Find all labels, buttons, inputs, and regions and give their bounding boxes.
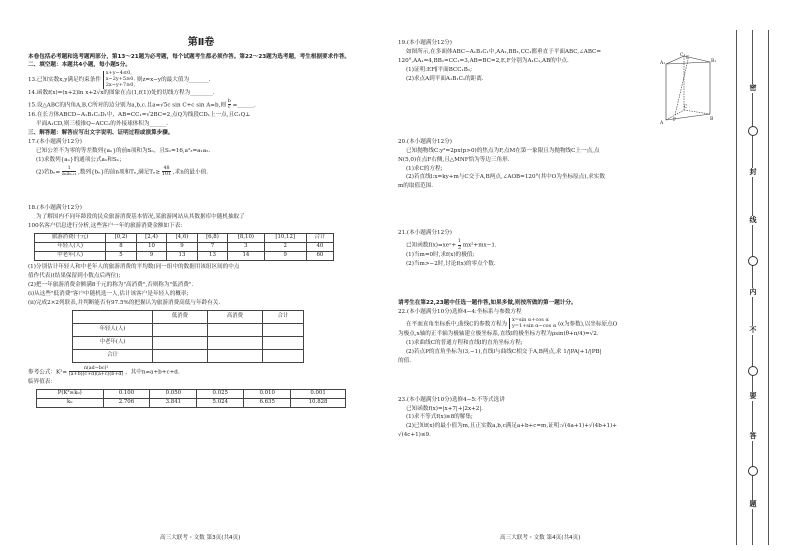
question-22-text2: 为极点,x轴的正半轴为极轴建立极坐标系,直线l的极坐标方程为ρsin(θ+π/4)=√2. <box>398 330 599 337</box>
table-cell: 年轻人(人) <box>73 324 153 337</box>
table-header-row <box>37 389 346 398</box>
table-header-cell: 0.050 <box>150 389 197 398</box>
question-19-text2: 120°,AA₁=4,BB₁=CC₁=3,AB=BC=2,E,F分别为A₁C₁,AB的中点. <box>398 57 569 64</box>
table-header-cell <box>73 311 153 324</box>
binding-circle <box>748 126 758 136</box>
table-header-cell: 0.025 <box>197 389 244 398</box>
section-intro: 本卷包括必考题和选考题两部分，第13～21题为必考题，每个试题考生都必须作答。第22～23题为选考题，考生根据要求作答。 <box>28 53 351 60</box>
table-row <box>73 324 304 337</box>
fraction: $\frac{\text{n(ad−bc)²}}{(a+b)(c+d)(a+c)(b+d)}$ <box>68 366 124 378</box>
question-20-text: 已知抛物线C:y²=2px(p>0)的焦点为F,点M在第一象限且为抛物线C上一点,点 <box>406 147 600 154</box>
table-cell <box>262 324 303 337</box>
question-23-part1: (1)求不等式f(x)≥8的解集; <box>406 414 473 421</box>
solve-heading: 三、解答题：解答应写出文字说明、证明过程或演算步骤。 <box>28 129 174 136</box>
question-17-text: 已知公差不为零的等差数列{aₙ}的前n项和为Sₙ，且S₁=16,a²₃=a₁a₅. <box>36 147 211 154</box>
binding-circle <box>748 366 758 376</box>
table-cell: 9 <box>167 242 197 251</box>
table-cell: 10.828 <box>291 398 346 407</box>
contingency-table <box>72 310 304 363</box>
figure-label: C <box>684 105 688 110</box>
figure-label: A₁ <box>660 61 666 66</box>
table-cell: 9 <box>264 251 306 260</box>
figure-label: C₁ <box>680 53 686 58</box>
question-19-head: 19.(本小题满分12分) <box>398 40 452 46</box>
question-19-part2: (2)求点A到平面A₁B₁C₁的距离. <box>406 75 484 82</box>
question-20-text2: N(5,0)在点F右侧,且△MNF恰为等边三角形. <box>398 156 510 163</box>
table-cell: 3 <box>228 242 264 251</box>
table-row <box>73 337 304 350</box>
fraction: $\frac{1}{2}$ <box>457 239 462 251</box>
table-cell: 10 <box>136 242 166 251</box>
question-20-part2: (2)若直线l:x=ky+m与C交于A,B两点,∠AOB=120°(其中O为坐标原点),求实数 <box>406 174 605 181</box>
footer-right: 高三大联考・文数 第4页(共4页) <box>500 535 581 541</box>
table-cell: 中老年(人) <box>73 337 153 350</box>
table-header-cell: [6,8) <box>197 233 227 242</box>
table-header-cell: [4,6) <box>167 233 197 242</box>
table-header-cell: 旅游消费(千元) <box>35 233 106 242</box>
binding-word: 内 <box>747 288 759 297</box>
question-16-line1: 16.在长方体ABCD−A₁B₁C₁D₁中，AB=CC₁=√2BC=2,点Q为线段CD₁上一点,且C₁Q⊥ <box>28 111 251 118</box>
table-cell <box>152 324 207 337</box>
table-header-cell: [10,12] <box>264 233 306 242</box>
question-23-part2b: √(4c+1)≤9. <box>398 432 431 439</box>
table-header-cell: [2,4) <box>136 233 166 242</box>
table-header-row <box>35 233 334 242</box>
question-16-line2: 平面A₁CD,则三棱锥Q−ACC₁的外接球体积为______. <box>36 120 169 127</box>
table-cell: 9 <box>136 251 166 260</box>
table-cell: 2.706 <box>103 398 150 407</box>
figure-label: E <box>686 56 690 61</box>
table-header-cell: 0.001 <box>291 389 346 398</box>
question-21-part1: (1)当m=0时,求f(x)的极值; <box>406 252 475 259</box>
question-22-part2: (2)若点P的直角坐标为(3,−1),直线l与曲线C相交于A,B两点,求 1/|PA|+1/|PB| <box>406 348 602 355</box>
binding-word: 线 <box>747 216 759 225</box>
question-18-head: 18.(本小题满分12分) <box>28 205 82 212</box>
question-18-text2: 100名客户信息进行分析,这些客户一年的旅游消费金额如下表: <box>28 223 183 230</box>
fraction: $\frac{1}{\text{aₙaₙ₊₁}}$ <box>62 165 77 177</box>
binding-word: 封 <box>747 168 759 177</box>
binding-word: 密 <box>747 84 759 93</box>
binding-word: 答 <box>747 432 759 441</box>
table-cell: 合计 <box>73 350 153 363</box>
consumption-table <box>34 233 334 261</box>
table-cell: 3.841 <box>150 398 197 407</box>
table-cell: 5.024 <box>197 398 244 407</box>
table-cell: 14 <box>228 251 264 260</box>
table-cell: 7 <box>197 242 227 251</box>
table-header-cell: 高消费 <box>207 311 262 324</box>
parametric-system: x=sin α+cos α y=1+sin α−cos α <box>509 318 556 330</box>
question-23-text: 已知函数f(x)=|x+7|+|2x+2|. <box>406 405 484 412</box>
figure-label: F <box>673 118 677 123</box>
question-15: 15.设△ABC的内角A,B,C所对的边分别为a,b,c.且a=√5c sin C+c sin A=b,则 $\frac{b}{c}$ =______. <box>28 98 256 111</box>
figure-label: B₁ <box>711 59 717 64</box>
question-21-text: 已知函数f(x)=xeˣ+ $\frac{1}{2}$ mx²+mx−1. <box>406 239 497 251</box>
table-header-row <box>73 311 304 324</box>
fill-heading: 二、填空题：本题共4小题，每小题5分。 <box>28 62 131 69</box>
question-18-part2: (2)把一年旅游消费金额满8千元的称为"高消费",否则称为"低消费". <box>28 281 194 288</box>
binding-margin <box>732 30 772 545</box>
question-20-part2b: m的取值范围. <box>398 183 434 190</box>
table-cell <box>207 350 262 363</box>
table-cell: 2 <box>264 242 306 251</box>
question-13: 13.已知实数x,y满足约束条件 x+y−4≤0, x−2y+5≥0, 2x−y+7≥0, 则z=x−y的最大值为_______. <box>28 70 211 88</box>
question-19-part1: (1)证明:EF∥平面BCC₁B₁; <box>406 66 472 73</box>
question-18-part2ii: (ii)完成2×2列联表,并判断能否有97.5%的把握认为旅游消费高低与年龄有关. <box>28 299 221 306</box>
question-18-part1b: 值作代表)(结果保留到小数点后两位); <box>28 272 121 279</box>
part-title: 第Ⅱ卷 <box>187 37 215 48</box>
binding-circle <box>748 256 758 266</box>
table-header-cell: 合计 <box>306 233 333 242</box>
question-18-text: 为了解国内不同年龄段的民众旅游消费基本情况,某旅游网站从其数据库中随机抽取了 <box>36 214 245 221</box>
binding-word: 不 <box>747 326 759 335</box>
binding-word: 题 <box>747 500 759 509</box>
table-header-cell: 低消费 <box>152 311 207 324</box>
question-18-part2i: (i)从这些"低消费"客户中随机选一人,估计该客户是年轻人的概率; <box>28 290 189 297</box>
table-row <box>35 251 334 260</box>
question-22-head: 22.(本小题满分10分)选修4−4:坐标系与参数方程 <box>398 308 522 315</box>
table-cell: 13 <box>167 251 197 260</box>
question-19-text: 如图所示,在多面体ABC−A₁B₁C₁中,AA₁,BB₁,CC₁都垂直于平面ABC,∠ABC= <box>406 48 602 55</box>
reference-formula: 参考公式：K²= $\frac{\text{n(ad−bc)²}}{(a+b)(c+d)(a+c)(b+d)}$ ，其中n=a+b+c+d. <box>28 366 180 378</box>
question-17-part2: (2)若bₙ= $\frac{1}{\text{aₙaₙ₊₁}}$ ,数列{bₙ}的前n项和Tₙ,满足Tₙ≥ $\frac{48}{101}$ ,求n的最小值. <box>36 165 208 177</box>
question-22-text: 在平面直角坐标系中,曲线C的参数方程为 x=sin α+cos α y=1+sin α−cos α (α为参数),以坐标原点O <box>406 316 618 329</box>
table-cell <box>262 350 303 363</box>
question-23-part2: (2)已知f(x)的最小值为m,且正实数a,b,c满足a+b+c=m,证明:√(4a+1)+√(4b+1)+ <box>406 423 617 430</box>
critical-value-table <box>36 389 346 408</box>
question-21-part2: (2)当m>−2时,讨论f(x)的零点个数. <box>406 261 496 268</box>
question-14: 14.函数f(x)=(x+2)ln x+2√x的图象在点(1,f(1))处的切线方程为________. <box>28 90 215 97</box>
critical-value-label: 临界值表： <box>28 379 56 386</box>
table-cell: 中老年(人) <box>35 251 106 260</box>
question-17-part1: (1)求数列{aₙ}的通项公式aₙ和Sₙ； <box>36 156 125 163</box>
page-3-column <box>28 36 374 408</box>
table-cell: 6.635 <box>244 398 291 407</box>
table-header-cell: 0.100 <box>103 389 150 398</box>
table-row <box>37 398 346 407</box>
table-header-cell: 0.010 <box>244 389 291 398</box>
footer-left: 高三大联考・文数 第3页(共4页) <box>160 535 241 541</box>
elective-note: 请考生在第22,23题中任选一题作答,如果多做,则按所做的第一题计分。 <box>398 300 577 307</box>
table-cell: 13 <box>197 251 227 260</box>
table-cell: 年轻人(人) <box>35 242 106 251</box>
table-cell: 5 <box>106 251 136 260</box>
question-22-part1: (1)求曲线C的普通方程和直线l的直角坐标方程; <box>406 339 523 346</box>
question-17-head: 17.(本小题满分12分) <box>28 138 82 145</box>
table-cell <box>152 350 207 363</box>
table-cell: 8 <box>106 242 136 251</box>
question-20-head: 20.(本小题满分12分) <box>398 138 452 145</box>
table-cell <box>152 337 207 350</box>
table-cell <box>262 337 303 350</box>
page-4-column <box>398 40 716 441</box>
table-cell: 40 <box>306 242 333 251</box>
question-20-part1: (1)求C的方程; <box>406 165 443 172</box>
figure-label: A <box>660 121 664 126</box>
table-header-cell: [0,2) <box>106 233 136 242</box>
table-cell: 60 <box>306 251 333 260</box>
constraint-system: x+y−4≤0, x−2y+5≥0, 2x−y+7≥0, <box>103 71 135 88</box>
table-header-cell: [8,10) <box>228 233 264 242</box>
question-18-part1: (1)分别估计年轻人和中老年人的旅游消费的平均数(同一组中的数据用该组区间的中点 <box>28 263 240 270</box>
fraction: $\frac{48}{101}$ <box>161 165 172 177</box>
table-header-cell: 合计 <box>262 311 303 324</box>
table-header-cell: P(K²≥k₀) <box>37 389 104 398</box>
figure-label: B <box>710 117 714 122</box>
question-21-head: 21.(本小题满分12分) <box>398 230 452 237</box>
table-cell: k₀ <box>37 398 104 407</box>
binding-circle <box>748 466 758 476</box>
fraction: $\frac{b}{c}$ <box>227 98 231 111</box>
polyhedron-figure <box>660 53 717 130</box>
table-cell <box>207 324 262 337</box>
binding-word: 要 <box>747 392 759 401</box>
question-22-part2b: 的值. <box>398 357 411 364</box>
table-row <box>35 242 334 251</box>
table-cell <box>207 337 262 350</box>
table-row <box>73 350 304 363</box>
question-23-head: 23.(本小题满分10分)选修4−5:不等式选讲 <box>398 396 505 403</box>
